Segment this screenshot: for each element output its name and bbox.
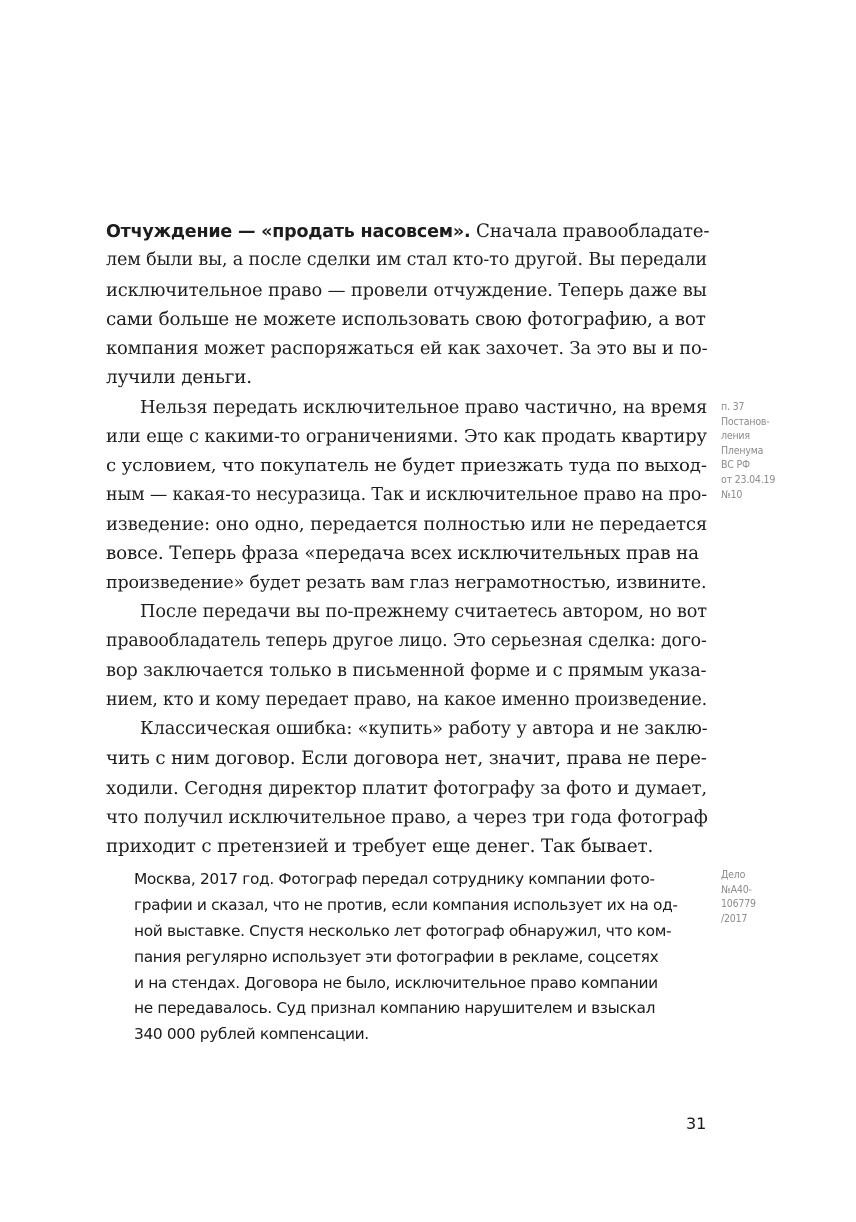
text-line: вовсе. Теперь фраза «передача всех исключительных прав на — [106, 543, 699, 565]
case-example — [134, 867, 694, 1048]
text-line: что получил исключительное право, а через три года фотограф — [106, 806, 708, 828]
text-line: пания регулярно использует эти фотографии в рекламе, соцсетях — [134, 947, 659, 966]
text-line: компания может распоряжаться ей как захочет. За это вы и по- — [106, 338, 708, 360]
text-line: ходили. Сегодня директор платит фотографу за фото и думает, — [106, 777, 707, 799]
text-line: 340 000 рублей компенсации. — [134, 1025, 369, 1044]
text-line: нием, кто и кому передает право, на какое именно произведение. — [106, 689, 707, 710]
text-line: исключительное право — провели отчуждение. Теперь даже вы — [106, 279, 707, 301]
text-line: Отчуждение — «продать насовсем». Сначала правообладате- — [106, 221, 710, 242]
text-line: Москва, 2017 год. Фотограф передал сотруднику компании фото- — [134, 870, 655, 888]
text-line: или еще с какими-то ограничениями. Это как продать квартиру — [106, 426, 707, 448]
page-number: 31 — [686, 1114, 707, 1133]
side-note-case-number: Дело №А40- 106779 /2017 — [721, 869, 756, 925]
paragraph-partial-transfer — [106, 393, 710, 598]
text-line: вор заключается только в письменной форме и с прямым указа- — [106, 660, 707, 682]
text-line: приходит с претензией и требует еще денег. Так бывает. — [106, 836, 654, 858]
text-line: графии и сказал, что не против, если компания использует их на од- — [134, 895, 678, 914]
paragraph-alienation — [106, 217, 710, 393]
main-text — [106, 217, 710, 862]
paragraph-after-transfer — [106, 598, 710, 715]
text-line: лучили деньги. — [106, 367, 252, 389]
side-note-resolution: п. 37 Постанов- ления Пленума ВС РФ от 23.04.19 №10 — [721, 401, 776, 501]
paragraph-classic-mistake — [106, 715, 710, 861]
text-line: правообладатель теперь другое лицо. Это серьезная сделка: дого- — [106, 631, 707, 652]
text-line: и на стендах. Договора не было, исключительное право компании — [134, 973, 658, 992]
paragraph-lead: Отчуждение — «продать насовсем». — [106, 222, 471, 242]
text-line: После передачи вы по-прежнему считаетесь автором, но вот — [140, 601, 707, 622]
text-line: чить с ним договор. Если договора нет, значит, права не пере- — [106, 748, 707, 770]
text-line: Нельзя передать исключительное право частично, на время — [140, 396, 708, 418]
text-line: ной выставке. Спустя несколько лет фотограф обнаружил, что ком- — [134, 921, 672, 940]
text-line: произведение» будет резать вам глаз неграмотностью, извините. — [106, 572, 707, 593]
text-line: Классическая ошибка: «купить» работу у автора и не заклю- — [140, 719, 708, 740]
text-line: сами больше не можете использовать свою фотографию, а вот — [106, 308, 706, 330]
text-line: изведение: оно одно, передается полностью или не передается — [106, 513, 708, 535]
text-line: лем были вы, а после сделки им стал кто-то другой. Вы передали — [106, 250, 707, 271]
text-line: с условием, что покупатель не будет приезжать туда по выход- — [106, 455, 707, 477]
text-line: не передавалось. Суд признал компанию нарушителем и взыскал — [134, 999, 656, 1018]
text-line: ным — какая-то несуразица. Так и исключительное право на про- — [106, 484, 707, 505]
